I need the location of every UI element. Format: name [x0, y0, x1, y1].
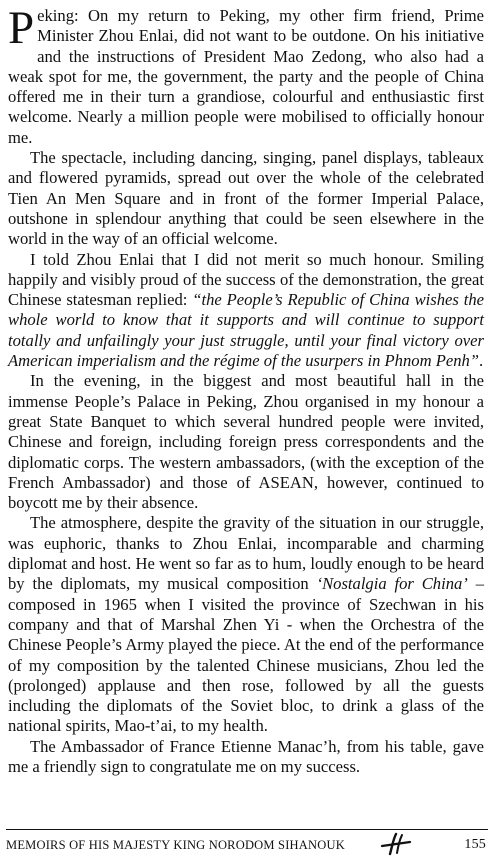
- text-run: I told Zhou Enlai that I did not merit so much honour. Smiling happily and visibly proud of the success of the demonstration, the great Chinese statesman replied:: [8, 249, 484, 310]
- paragraph: [8, 737, 484, 778]
- text-run: The atmosphere, despite the gravity of the situation in our struggle, was euphoric, thanks to Zhou Enlai, incomparable and charming diplomat and host. He went so far as to hum, loudly enough to be heard by the diplomats, my musical composition: [8, 513, 484, 594]
- body-text: [8, 2, 485, 777]
- paragraph: [8, 148, 484, 249]
- italic-quote: “the People’s Republic of China wishes the whole world to know that it supports and will continue to support totally and unfailingly your just struggle, until your final victory over American imperialism and the régime of the usurpers in Phnom Penh”: [8, 290, 484, 371]
- drop-cap: P: [8, 2, 35, 54]
- paragraph: [8, 513, 484, 736]
- text-run: The spectacle, including dancing, singing, panel displays, tableaux and flowered pyramids, spread out over the whole of the celebrated Tien An Men Square and in front of the former Imperial Palace, outshone in splendour anything that could be seen elsewhere in the world in the way of an official welcome.: [8, 148, 484, 249]
- text-run: – composed in 1965 when I visited the province of Szechwan in his company and that of Marshal Zhen Yi - when the Orchestra of the Chinese People’s Army played the piece. At the end of the performance of my composition by the talented Chinese musicians, Zhou led the (prolonged) applause and then rose, followed by all the guests including the diplomats of the Soviet bloc, to drink a glass of the national spirits, Mao-t’ai, to my health.: [8, 574, 485, 736]
- text-run: eking: On my return to Peking, my other firm friend, Prime Minister Zhou Enlai, did not want to be outdone. On his initiative and the instructions of President Mao Zedong, who also had a weak spot for me, the government, the party and the people of China offered me in their turn a grandiose, colourful and enthusiastic first welcome. Nearly a million people were mobilised to officially honour me.: [8, 6, 484, 147]
- page-number: 155: [464, 837, 486, 852]
- paragraph: [8, 371, 484, 513]
- text-run: .: [479, 351, 484, 371]
- running-footer-title: MEMOIRS OF HIS MAJESTY KING NORODOM SIHANOUK: [6, 838, 345, 852]
- text-run: The Ambassador of France Etienne Manac’h, from his table, gave me a friendly sign to congratulate me on my success.: [8, 736, 484, 776]
- handwritten-mark-icon: [376, 832, 416, 856]
- italic-quote: ‘Nostalgia for China’: [316, 574, 468, 594]
- page-footer: [6, 834, 488, 856]
- paragraph: [8, 2, 484, 148]
- footer-rule: [6, 829, 488, 830]
- text-run: In the evening, in the biggest and most beautiful hall in the immense People’s Palace in Peking, Zhou organised in my honour a great State Banquet to which several hundred people were invited, Chinese and foreign, including foreign press correspondents and the diplomatic corps. The western ambassadors, (with the exception of the French Ambassador) and those of ASEAN, however, continued to boycott me by their absence.: [8, 371, 484, 513]
- paragraph: [8, 250, 484, 372]
